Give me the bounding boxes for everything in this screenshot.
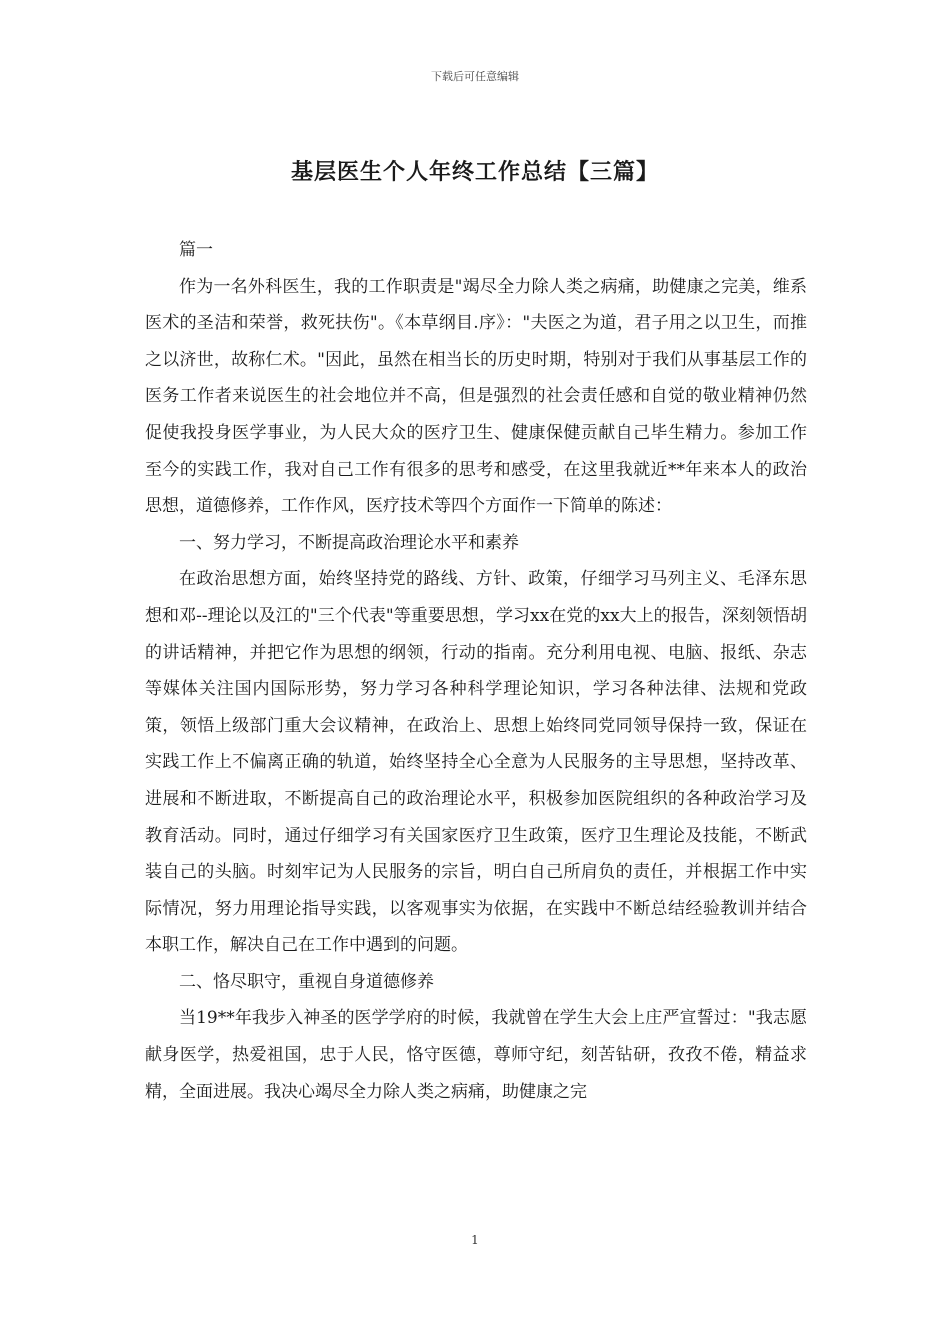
page-header: 下载后可任意编辑 (431, 70, 519, 83)
page-number: 1 (471, 1233, 479, 1247)
paragraph: 作为一名外科医生，我的工作职责是"竭尽全力除人类之病痛，助健康之完美，维系医术的圣洁和荣誉，救死扶伤"。《本草纲目.序》："夫医之为道，君子用之以卫生，而推之以济世，故称仁术。"因此，虽然在相当长的历史时期，特别对于我们从事基层工作的医务工作者来说医生的社会地位并不高，但是强烈的社会责任感和自觉的敬业精神仍然促使我投身医学事业，为人民大众的医疗卫生、健康保健贡献自己毕生精力。参加工作至今的实践工作，我对自己工作有很多的思考和感受，在这里我就近**年来本人的政治思想，道德修养，工作作风，医疗技术等四个方面作一下简单的陈述： (145, 276, 807, 517)
section-heading: 一、努力学习，不断提高政治理论水平和素养 (179, 532, 519, 553)
section-label: 篇一 (179, 240, 213, 260)
document-body (145, 232, 807, 1110)
document-title: 基层医生个人年终工作总结【三篇】 (290, 159, 659, 185)
paragraph: 当19**年我步入神圣的医学学府的时候，我就曾在学生大会上庄严宣誓过："我志愿献身医学，热爱祖国，忠于人民，恪守医德，尊师守纪，刻苦钻研，孜孜不倦，精益求精，全面进展。我决心竭尽全力除人类之病痛，助健康之完 (145, 1008, 807, 1102)
paragraph: 在政治思想方面，始终坚持党的路线、方针、政策，仔细学习马列主义、毛泽东思想和邓--理论以及江的"三个代表"等重要思想，学习xx在党的xx大上的报告，深刻领悟胡的讲话精神，并把它作为思想的纲领，行动的指南。充分利用电视、电脑、报纸、杂志等媒体关注国内国际形势，努力学习各种科学理论知识，学习各种法律、法规和党政策，领悟上级部门重大会议精神，在政治上、思想上始终同党同领导保持一致，保证在实践工作上不偏离正确的轨道，始终坚持全心全意为人民服务的主导思想，坚持改革、进展和不断进取，不断提高自己的政治理论水平，积极参加医院组织的各种政治学习及教育活动。同时，通过仔细学习有关国家医疗卫生政策，医疗卫生理论及技能，不断武装自己的头脑。时刻牢记为人民服务的宗旨，明白自己所肩负的责任，并根据工作中实际情况，努力用理论指导实践，以客观事实为依据，在实践中不断总结经验教训并结合本职工作，解决自己在工作中遇到的问题。 (145, 569, 807, 956)
section-heading: 二、恪尽职守，重视自身道德修养 (179, 971, 434, 992)
